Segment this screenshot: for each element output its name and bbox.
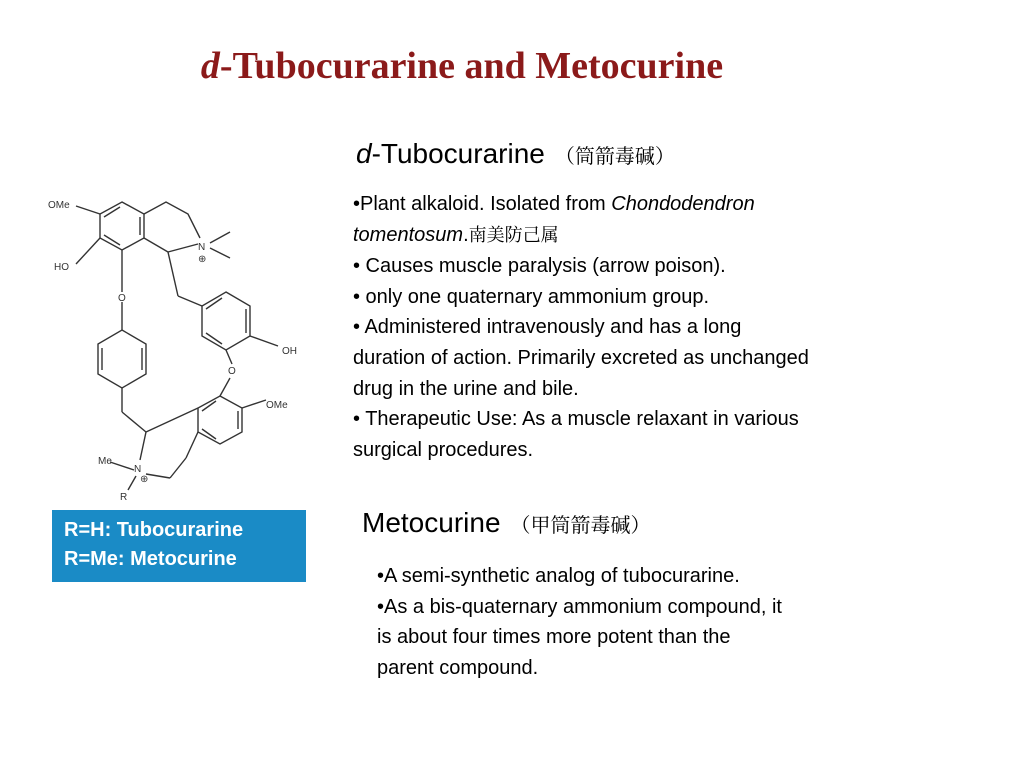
- metocurine-heading-text: Metocurine: [362, 507, 501, 538]
- bullet-plant-alkaloid: [353, 189, 953, 220]
- bullet-administration-l3: drug in the urine and bile.: [353, 377, 579, 400]
- tubocurarine-structure: [40, 188, 310, 508]
- tubocurarine-heading-rest: -Tubocurarine: [371, 138, 545, 169]
- legend-line-metocurine: R=Me: Metocurine: [64, 548, 237, 570]
- me-label: Me: [98, 456, 112, 467]
- metocurine-heading: [362, 507, 651, 539]
- metocurine-bullets: [377, 561, 937, 683]
- genus-name: Chondodendron: [611, 193, 755, 215]
- bullet-therapeutic-l1: • Therapeutic Use: As a muscle relaxant in various: [353, 408, 799, 431]
- period: .: [463, 223, 469, 246]
- species-name: tomentosum: [353, 223, 464, 246]
- metocurine-heading-cn: （甲筒箭毒碱）: [510, 513, 651, 537]
- bullet-quaternary: • only one quaternary ammonium group.: [353, 285, 710, 308]
- bullet-semi-synthetic: •A semi-synthetic analog of tubocurarine.: [377, 565, 740, 587]
- ome-top-label: OMe: [48, 200, 70, 211]
- bullet-bis-quaternary-l1: •As a bis-quaternary ammonium compound, it: [377, 595, 782, 618]
- legend-line-tubocurarine: R=H: Tubocurarine: [64, 519, 244, 541]
- tubocurarine-heading: [356, 138, 675, 170]
- tubocurarine-heading-italic: d: [356, 138, 372, 169]
- bullet-administration-l2: duration of action. Primarily excreted as unchanged: [353, 346, 809, 369]
- n-top-label: N: [198, 242, 206, 253]
- bullet-bis-quaternary-l2: is about four times more potent than the: [377, 626, 731, 649]
- genus-cn: 南美防己属: [468, 224, 559, 246]
- chemical-structure-diagram: [40, 188, 310, 508]
- r-group-legend: [52, 510, 306, 582]
- n-top-charge: ⊕: [198, 254, 207, 265]
- bullet-bis-quaternary-l3: parent compound.: [377, 656, 539, 679]
- bullet-text: •Plant alkaloid. Isolated from: [353, 193, 612, 215]
- bullet-plant-alkaloid-cont: [353, 220, 953, 252]
- oh-label: OH: [282, 346, 297, 357]
- bullet-paralysis: • Causes muscle paralysis (arrow poison).: [353, 255, 726, 278]
- tubocurarine-bullets: [353, 189, 953, 465]
- n-bottom-label: N: [134, 464, 142, 475]
- n-bottom-charge: ⊕: [140, 474, 149, 485]
- bullet-administration-l1: • Administered intravenously and has a long: [353, 316, 742, 339]
- ome-bottom-label: OMe: [266, 400, 288, 411]
- ho-label: HO: [54, 262, 69, 273]
- tubocurarine-heading-cn: （筒箭毒碱）: [554, 144, 675, 168]
- slide-title: [0, 44, 924, 88]
- r-label: R: [120, 492, 128, 503]
- o-right-label: O: [228, 366, 236, 377]
- bullet-therapeutic-l2: surgical procedures.: [353, 438, 534, 461]
- title-rest: -Tubocurarine and Metocurine: [219, 45, 724, 87]
- o-left-label: O: [118, 293, 126, 304]
- title-italic-d: d: [200, 45, 220, 87]
